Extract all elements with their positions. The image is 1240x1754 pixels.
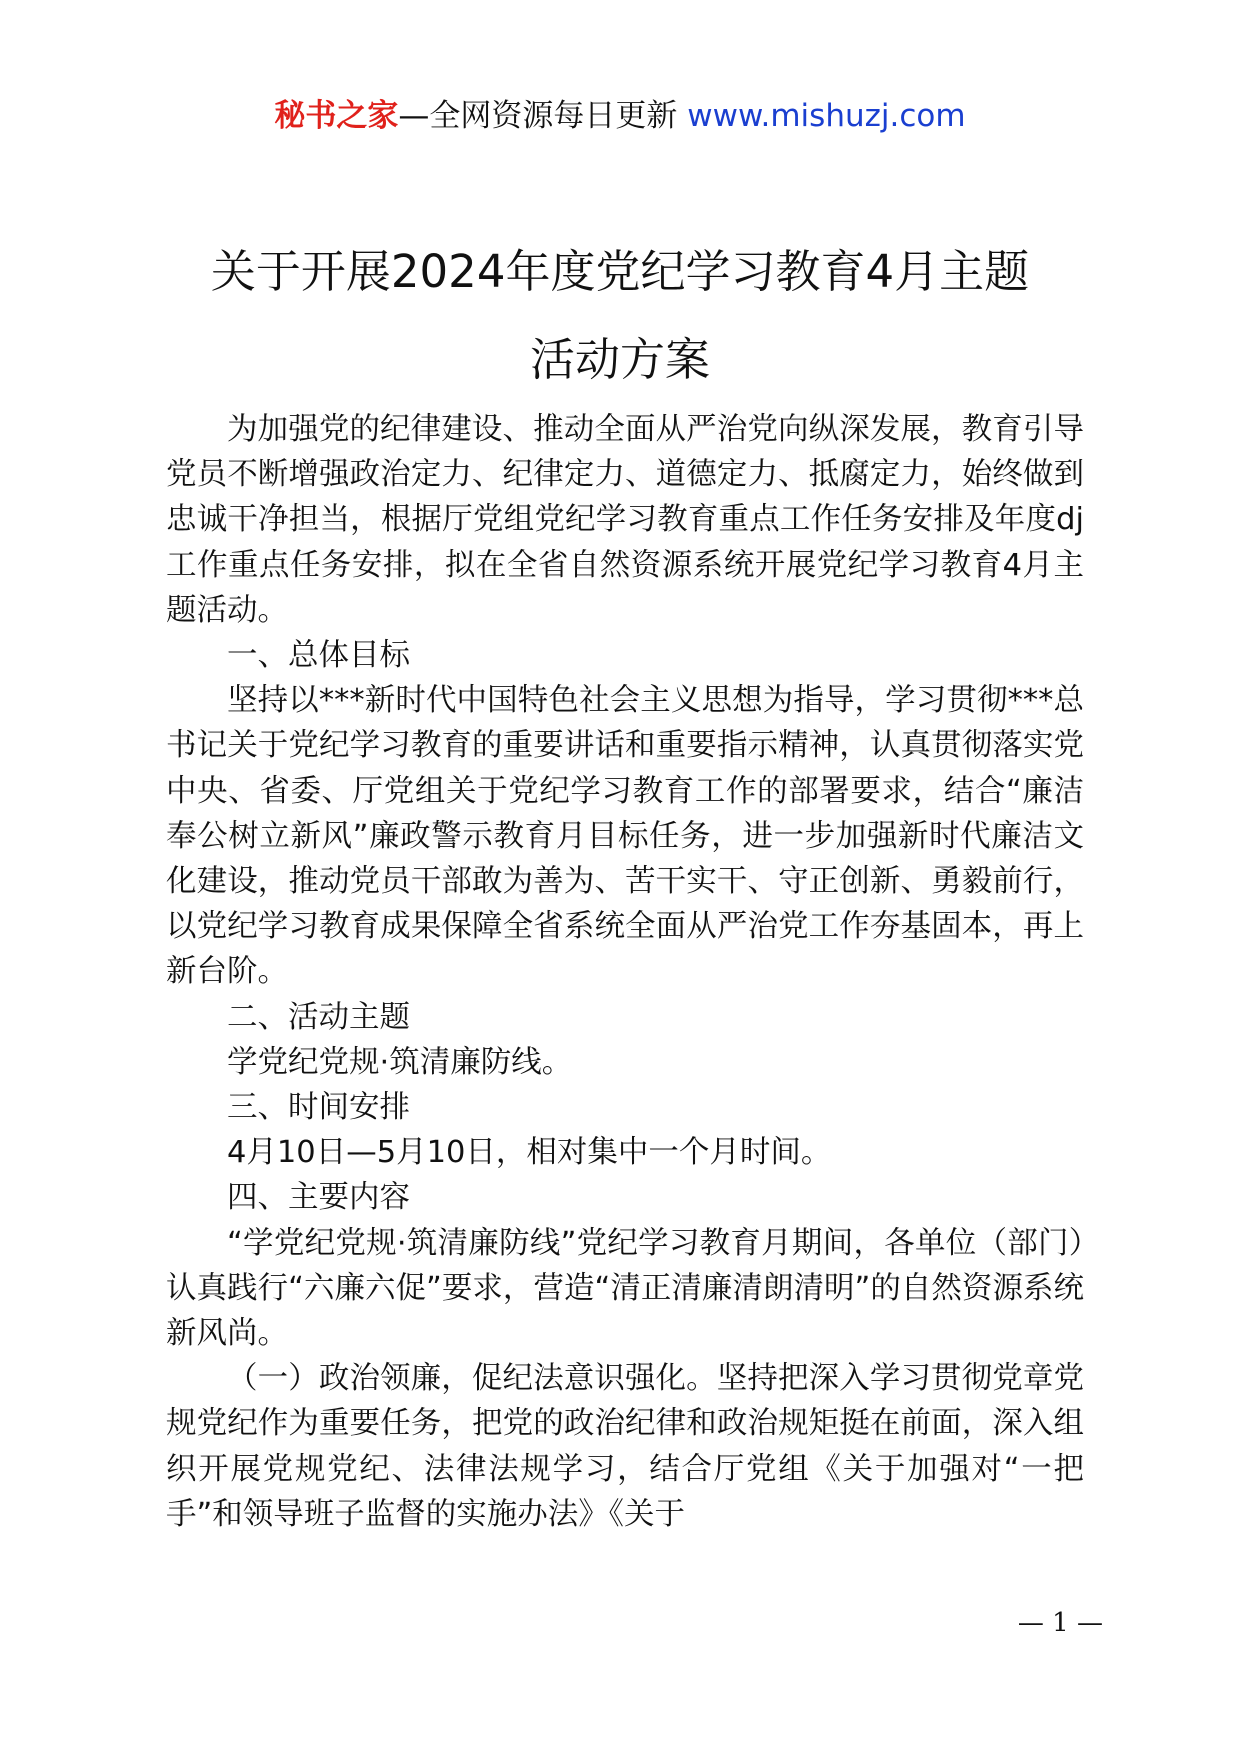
schedule-paragraph: 4月10日—5月10日，相对集中一个月时间。: [227, 1135, 832, 1171]
theme-paragraph: 学党纪党规·筑清廉防线。: [227, 1044, 573, 1080]
document-body: [166, 407, 1084, 1537]
goals-paragraph: 坚持以***新时代中国特色社会主义思想为指导，学习贯彻***总书记关于党纪学习教育的重要讲话和重要指示精神，认真贯彻落实党中央、省委、厅党组关于党纪学习教育工作的部署要求，结合“廉洁奉公树立新风”廉政警示教育月目标任务，进一步加强新时代廉洁文化建设，推动党员干部敢为善为、苦干实干、守正创新、勇毅前行，以党纪学习教育成果保障全省系统全面从严治党工作夯基固本，再上新台阶。: [166, 683, 1084, 990]
section-heading-theme: 二、活动主题: [227, 999, 410, 1035]
page-number: — 1 —: [1017, 1608, 1103, 1638]
section-heading-goals: 一、总体目标: [227, 638, 410, 674]
content-item-1-paragraph: （一）政治领廉，促纪法意识强化。坚持把深入学习贯彻党章党规党纪作为重要任务，把党的政治纪律和政治规矩挺在前面，深入组织开展党规党纪、法律法规学习，结合厅党组《关于加强对“一把手”和领导班子监督的实施办法》《关于: [166, 1361, 1084, 1532]
site-banner: [0, 96, 1240, 136]
intro-paragraph: 为加强党的纪律建设、推动全面从严治党向纵深发展，教育引导党员不断增强政治定力、纪律定力、道德定力、抵腐定力，始终做到忠诚干净担当，根据厅党组党纪学习教育重点工作任务安排及年度dj工作重点任务安排，拟在全省自然资源系统开展党纪学习教育4月主题活动。: [166, 412, 1084, 628]
section-heading-schedule: 三、时间安排: [227, 1090, 410, 1126]
site-url-link[interactable]: www.mishuzj.com: [687, 98, 966, 134]
section-heading-content: 四、主要内容: [227, 1180, 410, 1216]
document-title-line-2: 活动方案: [529, 333, 710, 386]
banner-tagline: —全网资源每日更新: [398, 98, 688, 134]
document-title-line-1: 关于开展2024年度党纪学习教育4月主题: [210, 245, 1030, 298]
brand-name: 秘书之家: [274, 98, 399, 134]
content-intro-paragraph: “学党纪党规·筑清廉防线”党纪学习教育月期间，各单位（部门）认真践行“六廉六促”要求，营造“清正清廉清朗清明”的自然资源系统新风尚。: [166, 1225, 1084, 1352]
